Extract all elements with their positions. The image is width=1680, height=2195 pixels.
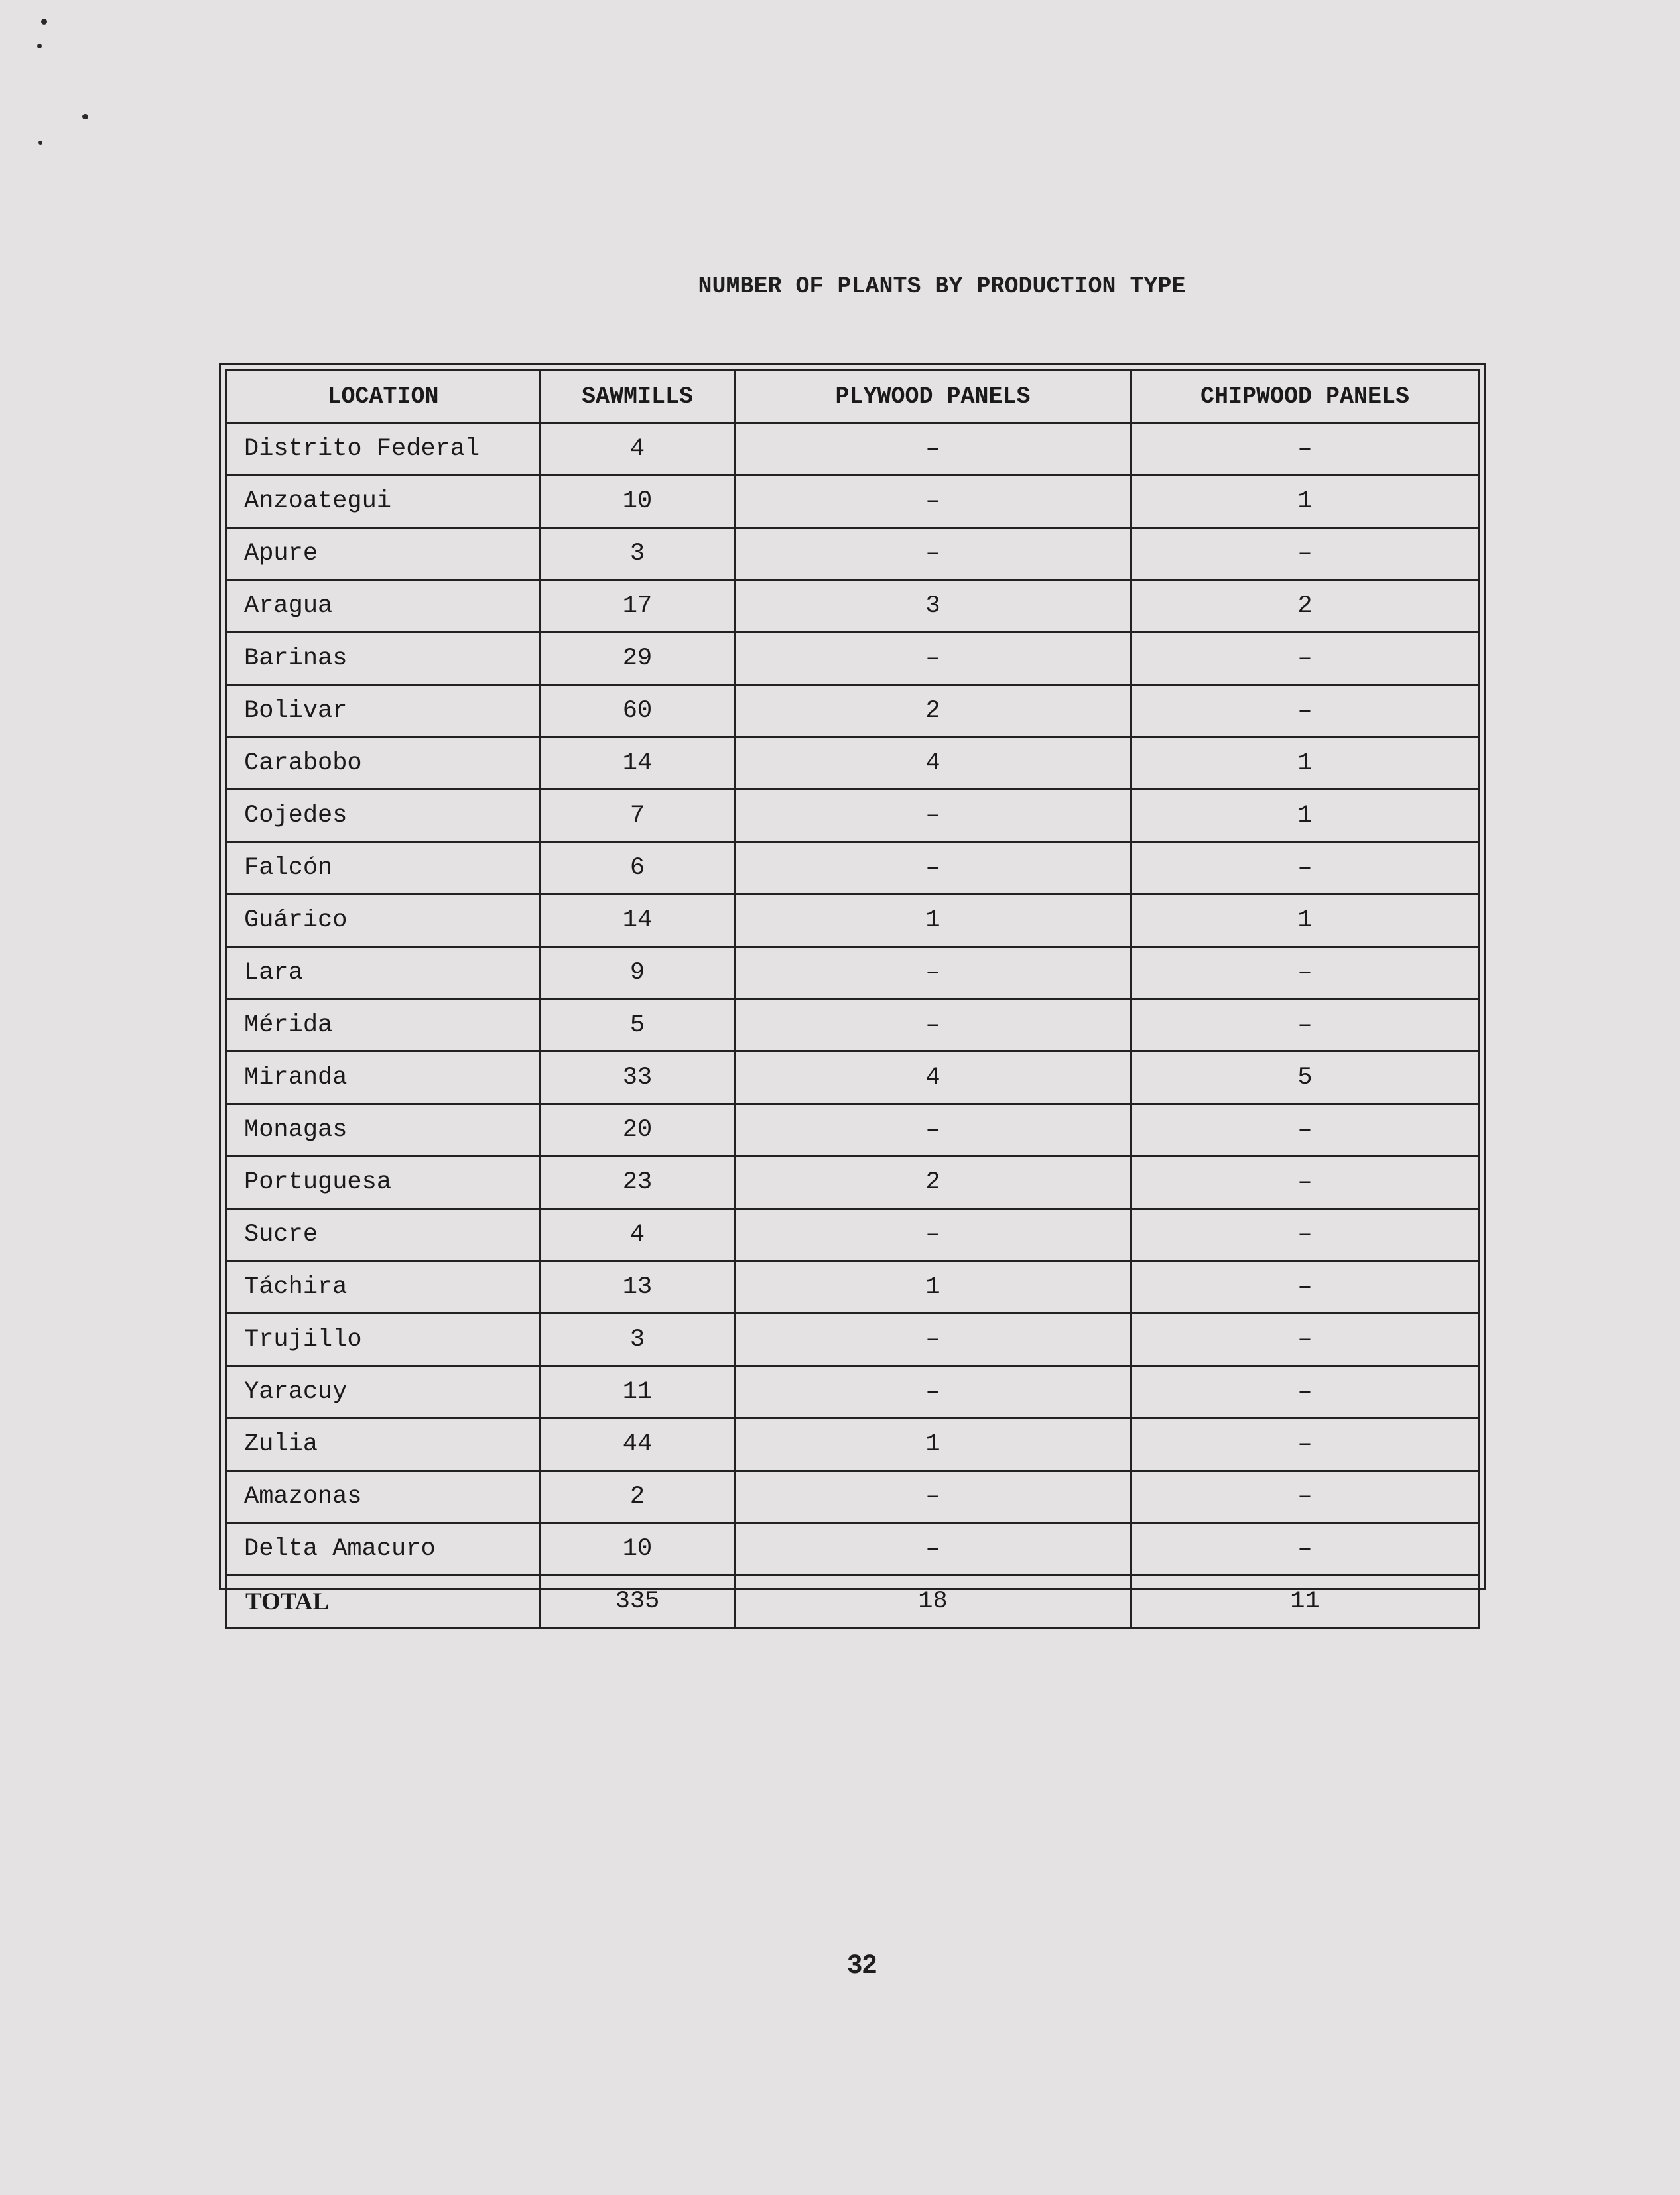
plywood-panels-cell: 4 <box>735 737 1131 790</box>
table-row <box>226 580 1479 633</box>
location-cell: Guárico <box>226 895 541 947</box>
table-row <box>226 1471 1479 1523</box>
chipwood-panels-cell: – <box>1131 1314 1479 1366</box>
location-cell: Barinas <box>226 633 541 685</box>
page-title: NUMBER OF PLANTS BY PRODUCTION TYPE <box>698 273 1186 300</box>
total-label: TOTAL <box>226 1576 541 1628</box>
table-row <box>226 737 1479 790</box>
sawmills-cell: 2 <box>541 1471 735 1523</box>
location-cell: Miranda <box>226 1052 541 1104</box>
location-cell: Anzoategui <box>226 475 541 528</box>
plywood-panels-cell: 1 <box>735 1418 1131 1471</box>
location-cell: Trujillo <box>226 1314 541 1366</box>
sawmills-cell: 3 <box>541 528 735 580</box>
location-cell: Cojedes <box>226 790 541 842</box>
table-row <box>226 790 1479 842</box>
chipwood-panels-cell: – <box>1131 685 1479 737</box>
location-cell: Aragua <box>226 580 541 633</box>
location-cell: Mérida <box>226 999 541 1052</box>
table-row <box>226 423 1479 475</box>
table-row <box>226 1261 1479 1314</box>
table-row <box>226 1523 1479 1576</box>
plywood-panels-cell: – <box>735 528 1131 580</box>
chipwood-panels-cell: – <box>1131 947 1479 999</box>
chipwood-panels-cell: – <box>1131 842 1479 895</box>
sawmills-cell: 9 <box>541 947 735 999</box>
chipwood-panels-cell: – <box>1131 1471 1479 1523</box>
total-row <box>226 1576 1479 1628</box>
plywood-panels-cell: – <box>735 1104 1131 1157</box>
sawmills-cell: 13 <box>541 1261 735 1314</box>
page-number: 32 <box>847 1950 877 1979</box>
plants-table <box>225 369 1480 1629</box>
plywood-panels-cell: – <box>735 1314 1131 1366</box>
location-cell: Portuguesa <box>226 1157 541 1209</box>
table-row <box>226 1209 1479 1261</box>
table-row <box>226 947 1479 999</box>
plywood-panels-cell: 2 <box>735 685 1131 737</box>
header-plywood-panels: PLYWOOD PANELS <box>735 371 1131 423</box>
total-chipwood-panels: 11 <box>1131 1576 1479 1628</box>
sawmills-cell: 14 <box>541 895 735 947</box>
chipwood-panels-cell: 1 <box>1131 475 1479 528</box>
location-cell: Apure <box>226 528 541 580</box>
plywood-panels-cell: 2 <box>735 1157 1131 1209</box>
chipwood-panels-cell: 1 <box>1131 790 1479 842</box>
sawmills-cell: 6 <box>541 842 735 895</box>
plywood-panels-cell: – <box>735 1209 1131 1261</box>
plywood-panels-cell: – <box>735 423 1131 475</box>
sawmills-cell: 60 <box>541 685 735 737</box>
chipwood-panels-cell: – <box>1131 1523 1479 1576</box>
table-row <box>226 895 1479 947</box>
total-sawmills: 335 <box>541 1576 735 1628</box>
sawmills-cell: 17 <box>541 580 735 633</box>
scan-speck <box>38 141 42 145</box>
header-chipwood-panels: CHIPWOOD PANELS <box>1131 371 1479 423</box>
location-cell: Carabobo <box>226 737 541 790</box>
table-row <box>226 528 1479 580</box>
chipwood-panels-cell: 1 <box>1131 737 1479 790</box>
table-row <box>226 633 1479 685</box>
sawmills-cell: 20 <box>541 1104 735 1157</box>
sawmills-cell: 11 <box>541 1366 735 1418</box>
location-cell: Táchira <box>226 1261 541 1314</box>
table-row <box>226 1052 1479 1104</box>
chipwood-panels-cell: 1 <box>1131 895 1479 947</box>
sawmills-cell: 10 <box>541 475 735 528</box>
plywood-panels-cell: – <box>735 475 1131 528</box>
plywood-panels-cell: 1 <box>735 1261 1131 1314</box>
header-location: LOCATION <box>226 371 541 423</box>
chipwood-panels-cell: 2 <box>1131 580 1479 633</box>
sawmills-cell: 44 <box>541 1418 735 1471</box>
sawmills-cell: 29 <box>541 633 735 685</box>
table-row <box>226 1366 1479 1418</box>
location-cell: Amazonas <box>226 1471 541 1523</box>
table-row <box>226 1418 1479 1471</box>
table-header-row <box>226 371 1479 423</box>
table-row <box>226 685 1479 737</box>
scan-speck <box>37 44 42 48</box>
chipwood-panels-cell: – <box>1131 1366 1479 1418</box>
plywood-panels-cell: 3 <box>735 580 1131 633</box>
table-body <box>226 423 1479 1576</box>
chipwood-panels-cell: – <box>1131 528 1479 580</box>
total-plywood-panels: 18 <box>735 1576 1131 1628</box>
plywood-panels-cell: 1 <box>735 895 1131 947</box>
location-cell: Lara <box>226 947 541 999</box>
sawmills-cell: 5 <box>541 999 735 1052</box>
plywood-panels-cell: – <box>735 1471 1131 1523</box>
plants-table-frame <box>219 363 1486 1615</box>
location-cell: Monagas <box>226 1104 541 1157</box>
plywood-panels-cell: – <box>735 1523 1131 1576</box>
plywood-panels-cell: 4 <box>735 1052 1131 1104</box>
plywood-panels-cell: – <box>735 842 1131 895</box>
sawmills-cell: 4 <box>541 423 735 475</box>
table-row <box>226 842 1479 895</box>
plywood-panels-cell: – <box>735 633 1131 685</box>
header-sawmills: SAWMILLS <box>541 371 735 423</box>
plywood-panels-cell: – <box>735 790 1131 842</box>
location-cell: Sucre <box>226 1209 541 1261</box>
sawmills-cell: 3 <box>541 1314 735 1366</box>
chipwood-panels-cell: – <box>1131 1157 1479 1209</box>
table-row <box>226 1104 1479 1157</box>
table-row <box>226 999 1479 1052</box>
location-cell: Zulia <box>226 1418 541 1471</box>
chipwood-panels-cell: 5 <box>1131 1052 1479 1104</box>
sawmills-cell: 14 <box>541 737 735 790</box>
chipwood-panels-cell: – <box>1131 1104 1479 1157</box>
chipwood-panels-cell: – <box>1131 1261 1479 1314</box>
sawmills-cell: 4 <box>541 1209 735 1261</box>
table-row <box>226 1314 1479 1366</box>
location-cell: Bolivar <box>226 685 541 737</box>
location-cell: Delta Amacuro <box>226 1523 541 1576</box>
sawmills-cell: 7 <box>541 790 735 842</box>
plywood-panels-cell: – <box>735 999 1131 1052</box>
chipwood-panels-cell: – <box>1131 633 1479 685</box>
chipwood-panels-cell: – <box>1131 999 1479 1052</box>
chipwood-panels-cell: – <box>1131 1209 1479 1261</box>
location-cell: Falcón <box>226 842 541 895</box>
location-cell: Yaracuy <box>226 1366 541 1418</box>
plywood-panels-cell: – <box>735 1366 1131 1418</box>
table-row <box>226 475 1479 528</box>
sawmills-cell: 10 <box>541 1523 735 1576</box>
chipwood-panels-cell: – <box>1131 423 1479 475</box>
location-cell: Distrito Federal <box>226 423 541 475</box>
table-row <box>226 1157 1479 1209</box>
sawmills-cell: 33 <box>541 1052 735 1104</box>
scan-speck <box>41 19 47 25</box>
chipwood-panels-cell: – <box>1131 1418 1479 1471</box>
plywood-panels-cell: – <box>735 947 1131 999</box>
scan-speck <box>82 114 88 119</box>
sawmills-cell: 23 <box>541 1157 735 1209</box>
